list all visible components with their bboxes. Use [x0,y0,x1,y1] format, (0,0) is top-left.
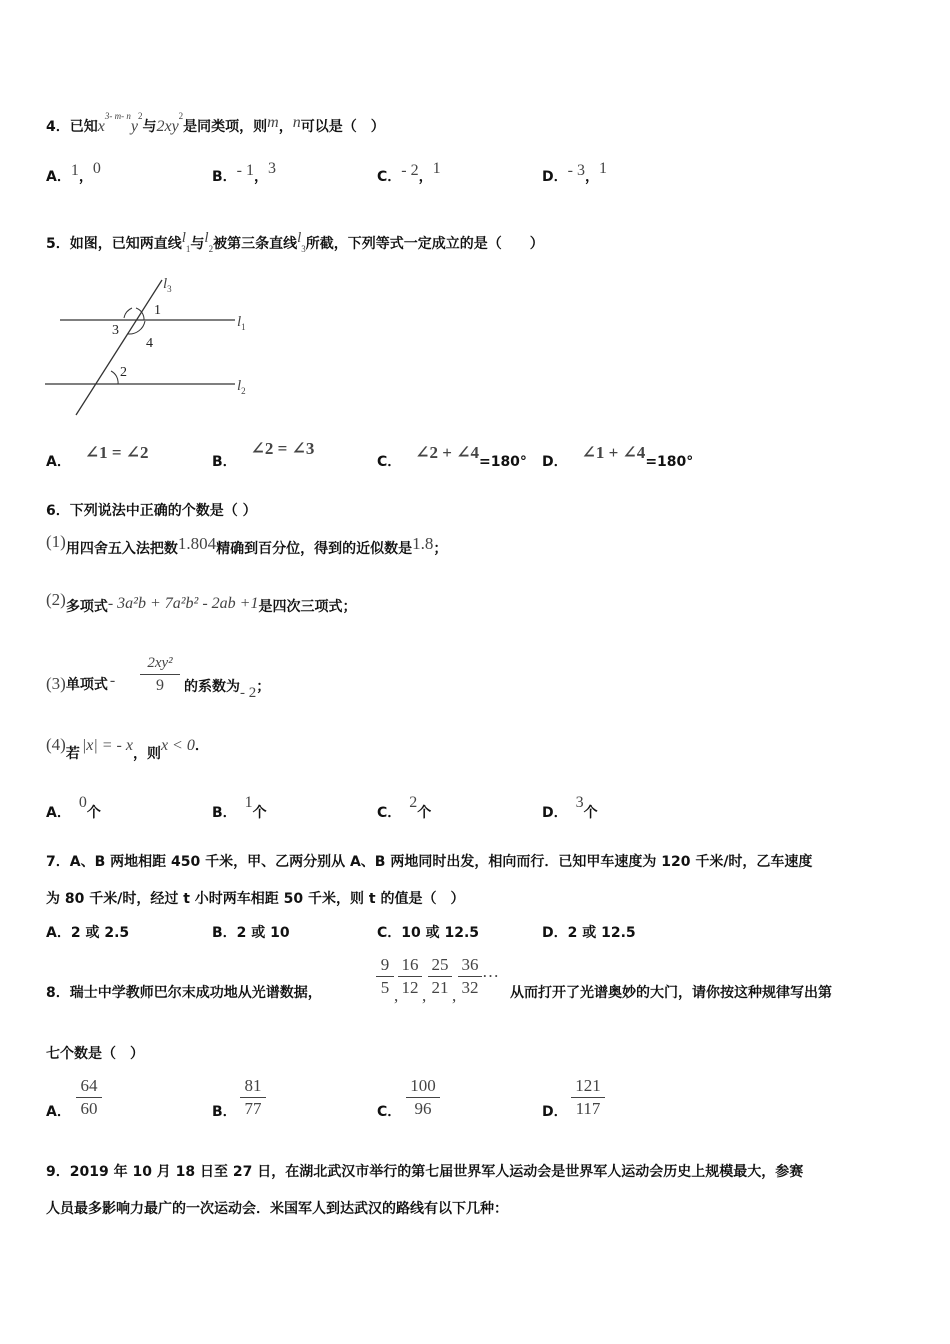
label-angle-4: 4 [146,336,153,351]
q7-option-d[interactable]: D．2 或 12.5 [542,925,636,941]
q6-monomial-fraction: $\frac{\text{2xy²}}{9}$ [140,652,180,697]
q5-stem: 5．如图，已知两直线$l_1$与$l_2$被第三条直线$l_3$所截，下列等式一定成立的是（ ） [46,230,544,254]
q4-option-d[interactable]: D．- 3，1 [542,160,607,185]
q6-option-c[interactable]: C．2个 [377,794,432,821]
q8-ellipsis: … [482,962,499,981]
q7-stem-line-1: 7．A、B 两地相距 450 千米，甲、乙两分别从 A、B 两地同时出发，相向而行．已知甲车速度为 120 千米/时，乙车速度 [46,854,813,870]
q8-sep: , [394,986,399,1005]
q8-stem-suffix: 从而打开了光谱奥妙的大门，请你按这种规律写出第 [510,985,832,1001]
q6-statement-1: (1)用四舍五入法把数1.804精确到百分位，得到的近似数是1.8； [46,532,448,557]
q8-sep: , [452,986,457,1005]
label-l2: $l_2$ [237,378,246,396]
q6-statement-3-tail: 的系数为- 2； [184,679,271,701]
q4-option-b[interactable]: B．- 1，3 [212,160,276,185]
q8-option-a-label[interactable]: A． [46,1104,71,1120]
q6-stem: 6．下列说法中正确的个数是（ ） [46,503,257,519]
label-l3: $l_3$ [163,276,172,294]
q7-option-c[interactable]: C．10 或 12.5 [377,925,480,941]
q5-option-b[interactable]: B．∠2 = ∠3 [212,439,315,470]
q6-statement-2: (2)多项式- 3a²b + 7a²b² - 2ab +1是四次三项式； [46,590,357,615]
q8-sep: , [422,986,427,1005]
label-angle-1: 1 [154,303,161,318]
q8-option-c-label[interactable]: C． [377,1104,402,1120]
q9-stem-line-2: 人员最多影响力最广的一次运动会．米国军人到达武汉的路线有以下几种： [46,1201,508,1217]
q8-option-b-label[interactable]: B． [212,1104,237,1120]
q5-option-d[interactable]: D． ∠1 + ∠4=180° [542,443,694,470]
q8-stem-line-2: 七个数是（ ） [46,1046,144,1062]
q4-stem: 4．已知$x^{3- m- n}y^2$与$2xy^2$是同类项，则m，n可以是（ ） [46,111,385,135]
q8-sequence-fraction: $\frac{36}{32}$ [458,954,482,999]
q6-statement-4: (4)若 |x| = - x，则x < 0． [46,735,209,762]
q8-sequence-fraction: $\frac{9}{5}$ [376,954,394,999]
q8-stem-prefix: 8．瑞士中学教师巴尔末成功地从光谱数据， [46,985,322,1001]
q5-option-a[interactable]: A． ∠1 = ∠2 [46,443,149,470]
q6-option-d[interactable]: D．3个 [542,794,598,821]
q6-option-b[interactable]: B．1个 [212,794,267,821]
q8-option-b[interactable]: $\frac{81}{77}$ [240,1075,266,1120]
q4-option-c[interactable]: C．- 2，1 [377,160,441,185]
q7-option-b[interactable]: B．2 或 10 [212,925,290,941]
label-angle-3: 3 [112,323,119,338]
label-angle-2: 2 [120,365,127,380]
q4-option-a[interactable]: A．1，0 [46,160,101,185]
q8-sequence-fraction: $\frac{16}{12}$ [398,954,422,999]
q8-option-d[interactable]: $\frac{121}{117}$ [571,1075,605,1120]
q7-option-a[interactable]: A．2 或 2.5 [46,925,130,941]
angle-3-arc [124,308,132,318]
angle-2-arc [111,371,118,384]
q8-option-d-label[interactable]: D． [542,1104,568,1120]
angle-4-arc [128,321,145,334]
q8-option-a[interactable]: $\frac{64}{60}$ [76,1075,102,1120]
q9-stem-line-1: 9．2019 年 10 月 18 日至 27 日，在湖北武汉市举行的第七届世界军人运动会是世界军人运动会历史上规模最大，参赛 [46,1164,804,1180]
q6-option-a[interactable]: A．0个 [46,794,101,821]
parallel-lines-figure [40,272,270,422]
q8-option-c[interactable]: $\frac{100}{96}$ [406,1075,440,1120]
q7-stem-line-2: 为 80 千米/时，经过 t 小时两车相距 50 千米，则 t 的值是（ ） [46,891,465,907]
label-l1: $l_1$ [237,314,246,332]
q6-statement-3: (3)单项式 - [46,672,116,693]
q5-option-c[interactable]: C． ∠2 + ∠4=180° [377,443,527,470]
q8-sequence-fraction: $\frac{25}{21}$ [428,954,452,999]
